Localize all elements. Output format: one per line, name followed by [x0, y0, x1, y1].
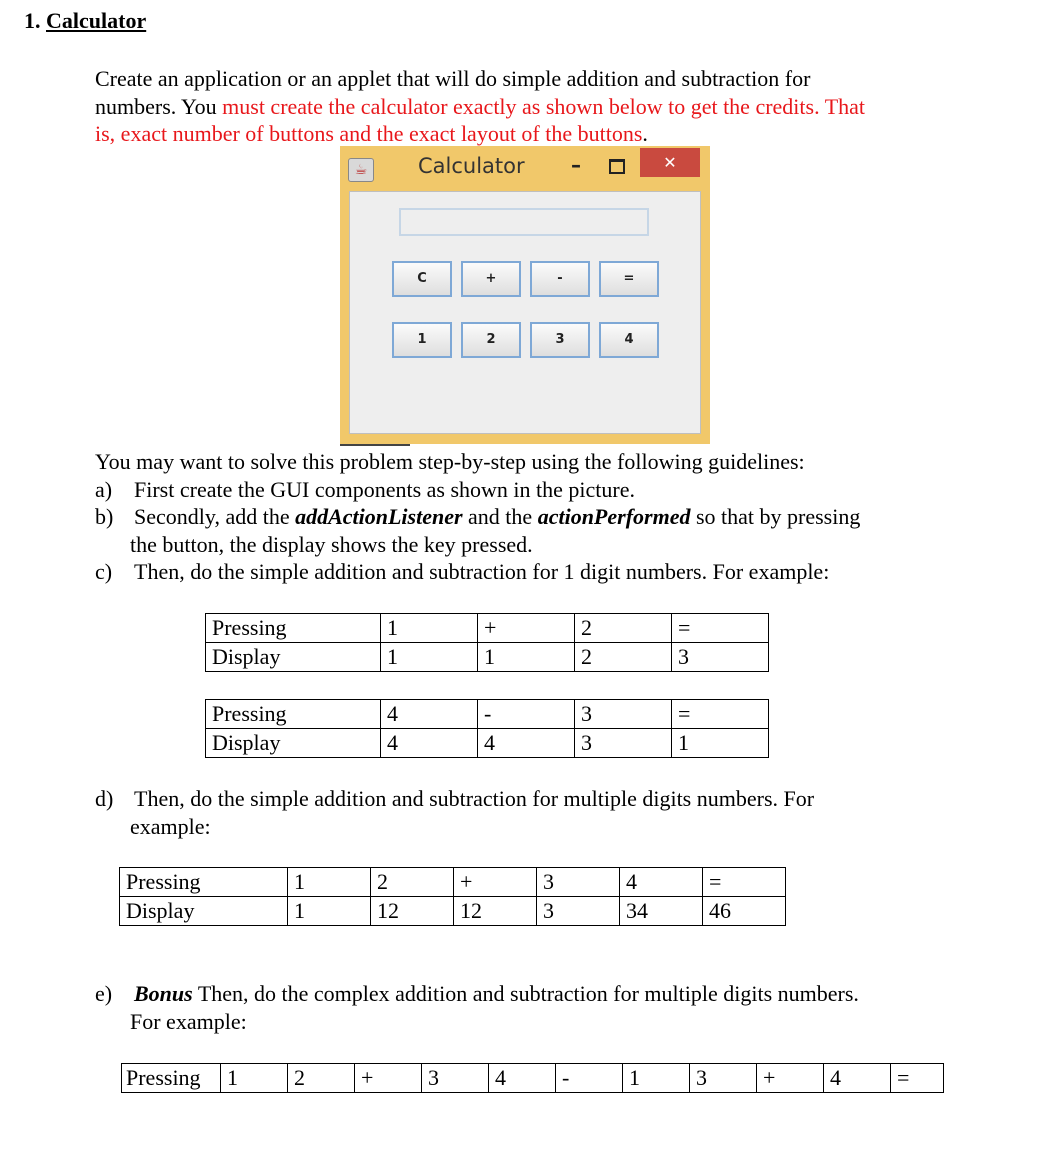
list-letter: a): [95, 477, 113, 502]
table-cell: +: [757, 1064, 824, 1093]
calculator-display[interactable]: [399, 208, 649, 236]
guideline-b: [95, 503, 1015, 559]
method-name: addActionListener: [295, 504, 463, 529]
section-number: 1.: [24, 8, 41, 33]
table-cell: 3: [575, 700, 672, 729]
table-cell: 12: [454, 897, 537, 926]
window-title: Calculator: [418, 154, 525, 178]
minimize-button[interactable]: –: [571, 153, 581, 177]
table-cell: +: [478, 614, 575, 643]
table-cell: 46: [703, 897, 786, 926]
example-table-3: [119, 867, 786, 926]
table-cell: +: [454, 868, 537, 897]
table-cell: Display: [120, 897, 288, 926]
table-cell: 4: [381, 729, 478, 758]
equals-button[interactable]: =: [599, 261, 659, 297]
table-cell: 4: [620, 868, 703, 897]
table-cell: 1: [381, 614, 478, 643]
digit-2-button[interactable]: 2: [461, 322, 521, 358]
table-cell: 2: [575, 643, 672, 672]
example-table-2: [205, 699, 769, 758]
window-titlebar: [340, 146, 710, 190]
method-name: actionPerformed: [537, 504, 691, 529]
requirement-text-2: is, exact number of buttons and the exact layout of the buttons: [95, 121, 643, 146]
list-letter: c): [95, 559, 113, 584]
list-letter: b): [95, 504, 114, 529]
guideline-e-line1: [134, 980, 859, 1008]
guidelines-intro: You may want to solve this problem step-by-step using the following guidelines:: [95, 449, 805, 474]
guideline-d-line2: example:: [130, 814, 211, 839]
table-cell: 4: [381, 700, 478, 729]
table-row: [120, 897, 786, 926]
table-cell: 1: [623, 1064, 690, 1093]
table-cell: 1: [672, 729, 769, 758]
period: .: [642, 121, 648, 146]
minus-button[interactable]: -: [530, 261, 590, 297]
text: Secondly, add the: [134, 504, 296, 529]
table-cell: 2: [288, 1064, 355, 1093]
table-cell: 1: [381, 643, 478, 672]
digit-4-button[interactable]: 4: [599, 322, 659, 358]
table-cell: 3: [672, 643, 769, 672]
requirement-text: must create the calculator exactly as shown below to get the credits. That: [222, 93, 866, 119]
table-cell: -: [478, 700, 575, 729]
text: and the: [462, 504, 538, 529]
table-cell: 3: [690, 1064, 757, 1093]
table-cell: 1: [478, 643, 575, 672]
table-cell: 2: [575, 614, 672, 643]
table-cell: =: [672, 614, 769, 643]
table-cell: 3: [537, 897, 620, 926]
table-cell: Pressing: [206, 614, 381, 643]
table-row: [120, 868, 786, 897]
table-cell: =: [703, 868, 786, 897]
intro-line-3: [95, 120, 995, 148]
table-cell: Display: [206, 643, 381, 672]
guideline-e-line2: For example:: [130, 1009, 247, 1034]
table-row: [206, 729, 769, 758]
guideline-d: [95, 785, 1015, 841]
section-title: Calculator: [46, 8, 147, 33]
example-table-1: [205, 613, 769, 672]
intro-line-2: [95, 93, 995, 121]
table-cell: -: [556, 1064, 623, 1093]
table-cell: 34: [620, 897, 703, 926]
maximize-button[interactable]: [606, 156, 628, 176]
table-cell: Display: [206, 729, 381, 758]
digit-3-button[interactable]: 3: [530, 322, 590, 358]
example-table-4: [121, 1063, 944, 1093]
table-cell: 1: [288, 897, 371, 926]
table-cell: Pressing: [206, 700, 381, 729]
table-cell: 1: [288, 868, 371, 897]
plus-button[interactable]: +: [461, 261, 521, 297]
table-row: [206, 643, 769, 672]
table-cell: 12: [371, 897, 454, 926]
table-row: [122, 1064, 944, 1093]
table-cell: 3: [575, 729, 672, 758]
java-cup-icon: ☕: [348, 158, 374, 182]
table-cell: Pressing: [122, 1064, 221, 1093]
table-cell: 4: [478, 729, 575, 758]
guideline-c-text: Then, do the simple addition and subtraction for 1 digit numbers. For example:: [134, 559, 830, 584]
table-cell: 4: [824, 1064, 891, 1093]
bonus-label: Bonus: [134, 981, 193, 1006]
list-letter: e): [95, 981, 113, 1006]
table-cell: 4: [489, 1064, 556, 1093]
section-heading: [24, 8, 146, 34]
table-cell: 3: [422, 1064, 489, 1093]
text: so that by pressing: [690, 504, 861, 529]
table-cell: 3: [537, 868, 620, 897]
digit-1-button[interactable]: 1: [392, 322, 452, 358]
table-cell: 1: [221, 1064, 288, 1093]
guideline-a-text: First create the GUI components as shown in the picture.: [134, 477, 635, 502]
calculator-window: [340, 146, 710, 444]
intro-text: numbers. You: [95, 93, 223, 119]
table-cell: Pressing: [120, 868, 288, 897]
list-letter: d): [95, 786, 114, 811]
intro-line-1: Create an application or an applet that will do simple addition and subtraction for: [95, 66, 811, 91]
image-edge: [340, 444, 410, 446]
text: Then, do the complex addition and subtraction for multiple digits numbers.: [192, 981, 859, 1006]
window-content: [349, 191, 701, 434]
table-cell: 2: [371, 868, 454, 897]
table-row: [206, 614, 769, 643]
table-row: [206, 700, 769, 729]
guideline-d-line1: Then, do the simple addition and subtraction for multiple digits numbers. For: [134, 786, 815, 811]
table-cell: +: [355, 1064, 422, 1093]
guideline-e: [95, 980, 1035, 1036]
clear-button[interactable]: C: [392, 261, 452, 297]
guideline-b-line2: the button, the display shows the key pressed.: [130, 532, 533, 557]
guideline-b-line1: [134, 503, 860, 531]
close-button[interactable]: ✕: [640, 148, 700, 177]
table-cell: =: [672, 700, 769, 729]
intro-paragraph: [95, 65, 995, 148]
table-cell: =: [891, 1064, 944, 1093]
